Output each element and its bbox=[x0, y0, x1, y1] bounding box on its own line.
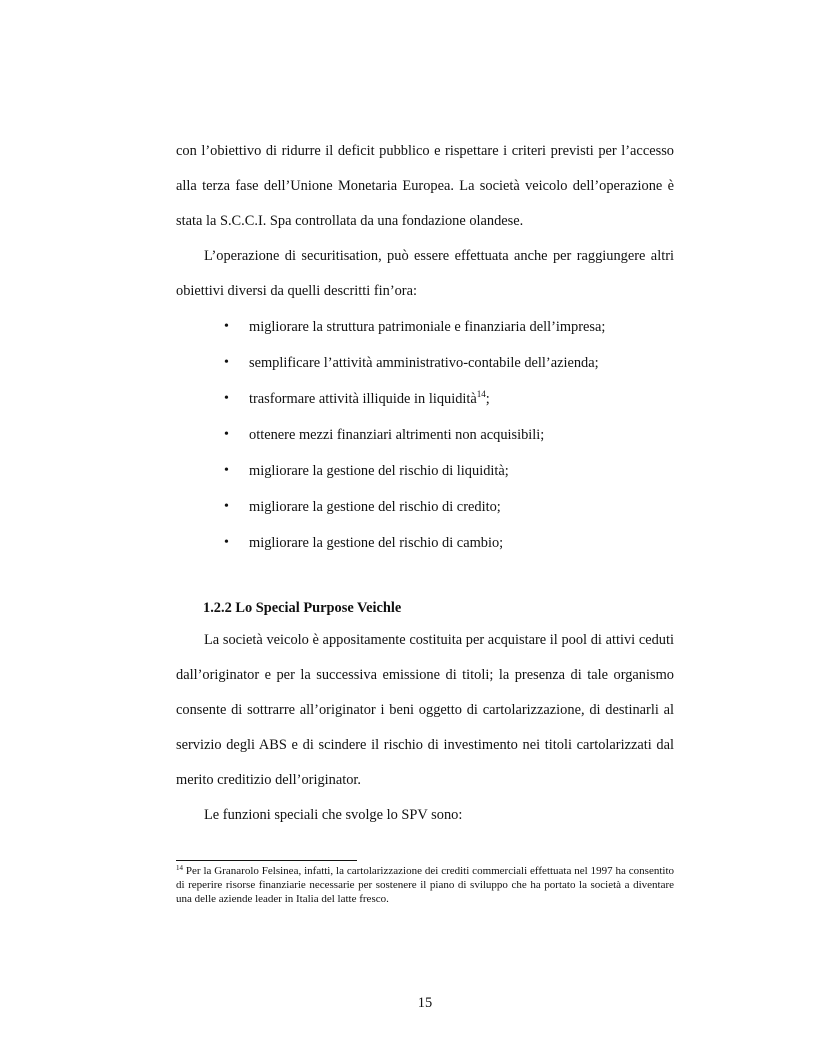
list-item-text: migliorare la gestione del rischio di liquidità; bbox=[249, 463, 509, 479]
list-item-text: semplificare l’attività amministrativo-contabile dell’azienda; bbox=[249, 355, 599, 371]
paragraph-intro: con l’obiettivo di ridurre il deficit pubblico e rispettare i criteri previsti per l’accesso alla terza fase dell’Unione Monetaria Europea. La società veicolo dell’operazione è stata la S.C.C.I. Spa controllata da una fondazione olandese. bbox=[176, 143, 674, 229]
list-item-text: ottenere mezzi finanziari altrimenti non acquisibili; bbox=[249, 427, 545, 443]
footnote bbox=[176, 864, 674, 906]
list-item-text: migliorare la gestione del rischio di cambio; bbox=[249, 535, 504, 551]
list-item-text: migliorare la gestione del rischio di credito; bbox=[249, 499, 501, 515]
list-item bbox=[224, 381, 684, 417]
bullet-icon: • bbox=[224, 499, 229, 514]
footnote-text: Per la Granarolo Felsinea, infatti, la cartolarizzazione dei crediti commerciali effettuata nel 1997 ha consentito di reperire risorse finanziarie necessarie per sostenere il piano di sviluppo che ha portato la società a diventare una delle aziende leader in Italia del latte fresco. bbox=[176, 865, 674, 905]
list-item-suffix: ; bbox=[485, 391, 490, 407]
list-item-text: trasformare attività illiquide in liquidità bbox=[249, 391, 477, 407]
page-number: 15 bbox=[417, 995, 433, 1011]
bullet-icon: • bbox=[224, 535, 229, 550]
paragraph-objectives: L’operazione di securitisation, può essere effettuata anche per raggiungere altri obiettivi diversi da quelli descritti fin’ora: bbox=[176, 248, 674, 299]
bullet-icon: • bbox=[224, 391, 229, 406]
bullet-icon: • bbox=[224, 355, 229, 370]
intro-text bbox=[176, 134, 674, 309]
objectives-list bbox=[224, 309, 684, 561]
section-heading: 1.2.2 Lo Special Purpose Veichle bbox=[203, 600, 402, 616]
list-item bbox=[224, 453, 684, 489]
list-item bbox=[224, 417, 684, 453]
bullet-icon: • bbox=[224, 427, 229, 442]
bullet-icon: • bbox=[224, 463, 229, 478]
list-item bbox=[224, 525, 684, 561]
list-item-text: migliorare la struttura patrimoniale e finanziaria dell’impresa; bbox=[249, 319, 606, 335]
paragraph-spv: La società veicolo è appositamente costituita per acquistare il pool di attivi ceduti dall’originator e per la successiva emissione di titoli; la presenza di tale organismo consente di sottrarre all’originator i beni oggetto di cartolarizzazione, di destinarli al servizio degli ABS e di scindere il rischio di investimento nei titoli cartolarizzati dal merito creditizio dell’originator. bbox=[176, 632, 674, 788]
footnote-number: 14 bbox=[176, 864, 183, 872]
paragraph-functions: Le funzioni speciali che svolge lo SPV sono: bbox=[204, 807, 463, 823]
bullet-icon: • bbox=[224, 319, 229, 334]
list-item bbox=[224, 345, 684, 381]
footnote-divider bbox=[176, 860, 357, 861]
footnote-reference[interactable]: 14 bbox=[476, 389, 486, 399]
list-item bbox=[224, 489, 684, 525]
list-item bbox=[224, 309, 684, 345]
spv-text bbox=[176, 623, 674, 833]
